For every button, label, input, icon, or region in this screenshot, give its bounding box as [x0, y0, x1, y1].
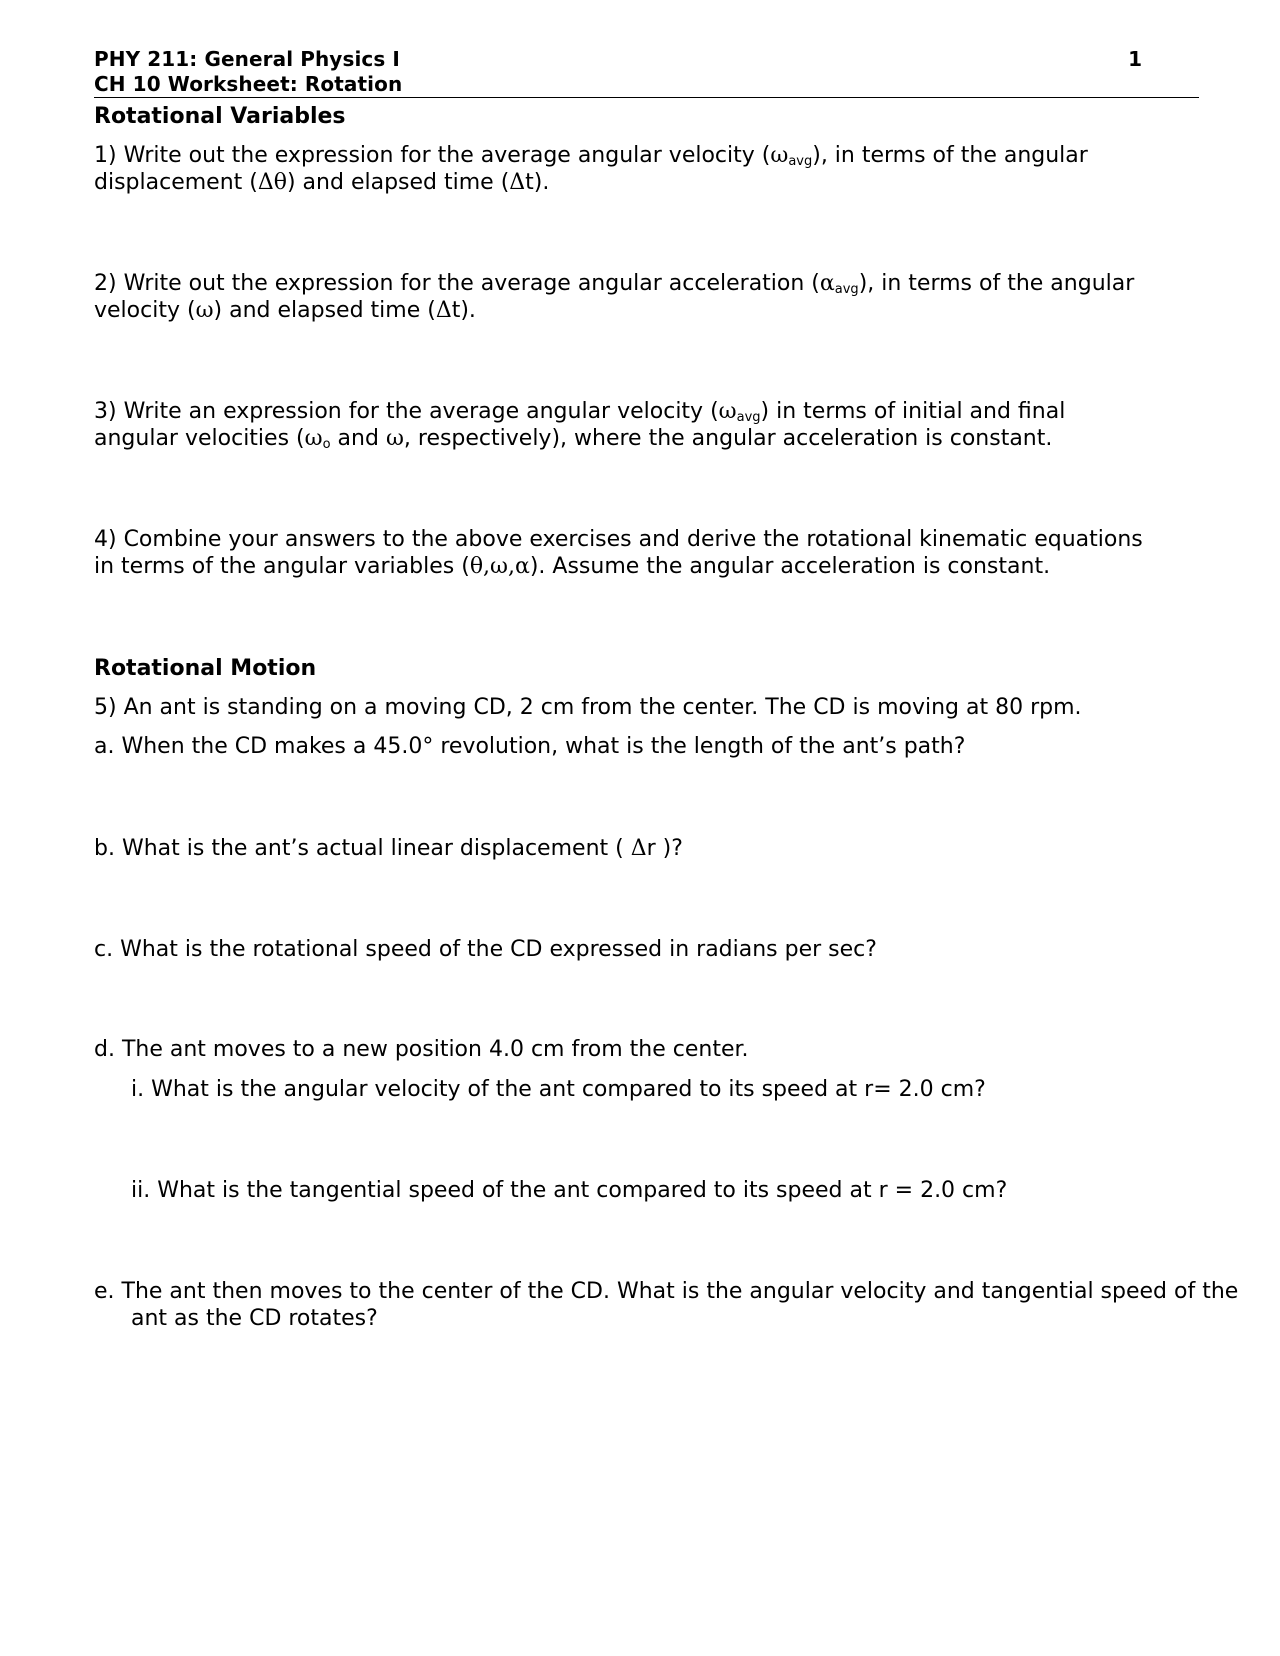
- question-2: 2) Write out the expression for the average angular acceleration $(\alpha_{avg})$, in terms of the angular velocity (ω) and elapsed time (Δt).: [94, 271, 1135, 323]
- question-5e: e. The ant then moves to the center of the CD. What is the angular velocity and tangential speed of the ant as the CD rotates?: [94, 1279, 1239, 1331]
- header-divider: [94, 97, 1199, 98]
- section-heading-rotational-motion: Rotational Motion: [94, 656, 317, 681]
- question-5c: c. What is the rotational speed of the CD expressed in radians per sec?: [94, 937, 877, 962]
- section-heading-rotational-variables: Rotational Variables: [94, 104, 346, 129]
- course-title: PHY 211: General Physics I: [94, 47, 400, 71]
- question-5d: d. The ant moves to a new position 4.0 cm from the center.: [94, 1037, 749, 1062]
- question-5b: b. What is the ant’s actual linear displacement ( Δr )?: [94, 836, 683, 861]
- page-number: 1: [1128, 47, 1142, 71]
- question-5d-ii: ii. What is the tangential speed of the ant compared to its speed at r = 2.0 cm?: [131, 1178, 1008, 1203]
- question-5a: a. When the CD makes a 45.0° revolution, what is the length of the ant’s path?: [94, 734, 966, 759]
- question-5: 5) An ant is standing on a moving CD, 2 cm from the center. The CD is moving at 80 rpm.: [94, 695, 1082, 720]
- question-3: 3) Write an expression for the average angular velocity $(\omega_{avg})$ in terms of initial and final angular velocities ($\omega_o$ and ω, respectively), where the angular acceleration is constant.: [94, 399, 1066, 452]
- question-5d-i: i. What is the angular velocity of the ant compared to its speed at r= 2.0 cm?: [131, 1077, 986, 1102]
- worksheet-title: CH 10 Worksheet: Rotation: [94, 72, 403, 96]
- question-1: 1) Write out the expression for the average angular velocity $(\omega_{avg})$, in terms of the angular displacement (Δθ) and elapsed time (Δt).: [94, 143, 1088, 195]
- question-4: 4) Combine your answers to the above exercises and derive the rotational kinematic equations in terms of the angular variables (θ,ω,α). Assume the angular acceleration is constant.: [94, 527, 1143, 579]
